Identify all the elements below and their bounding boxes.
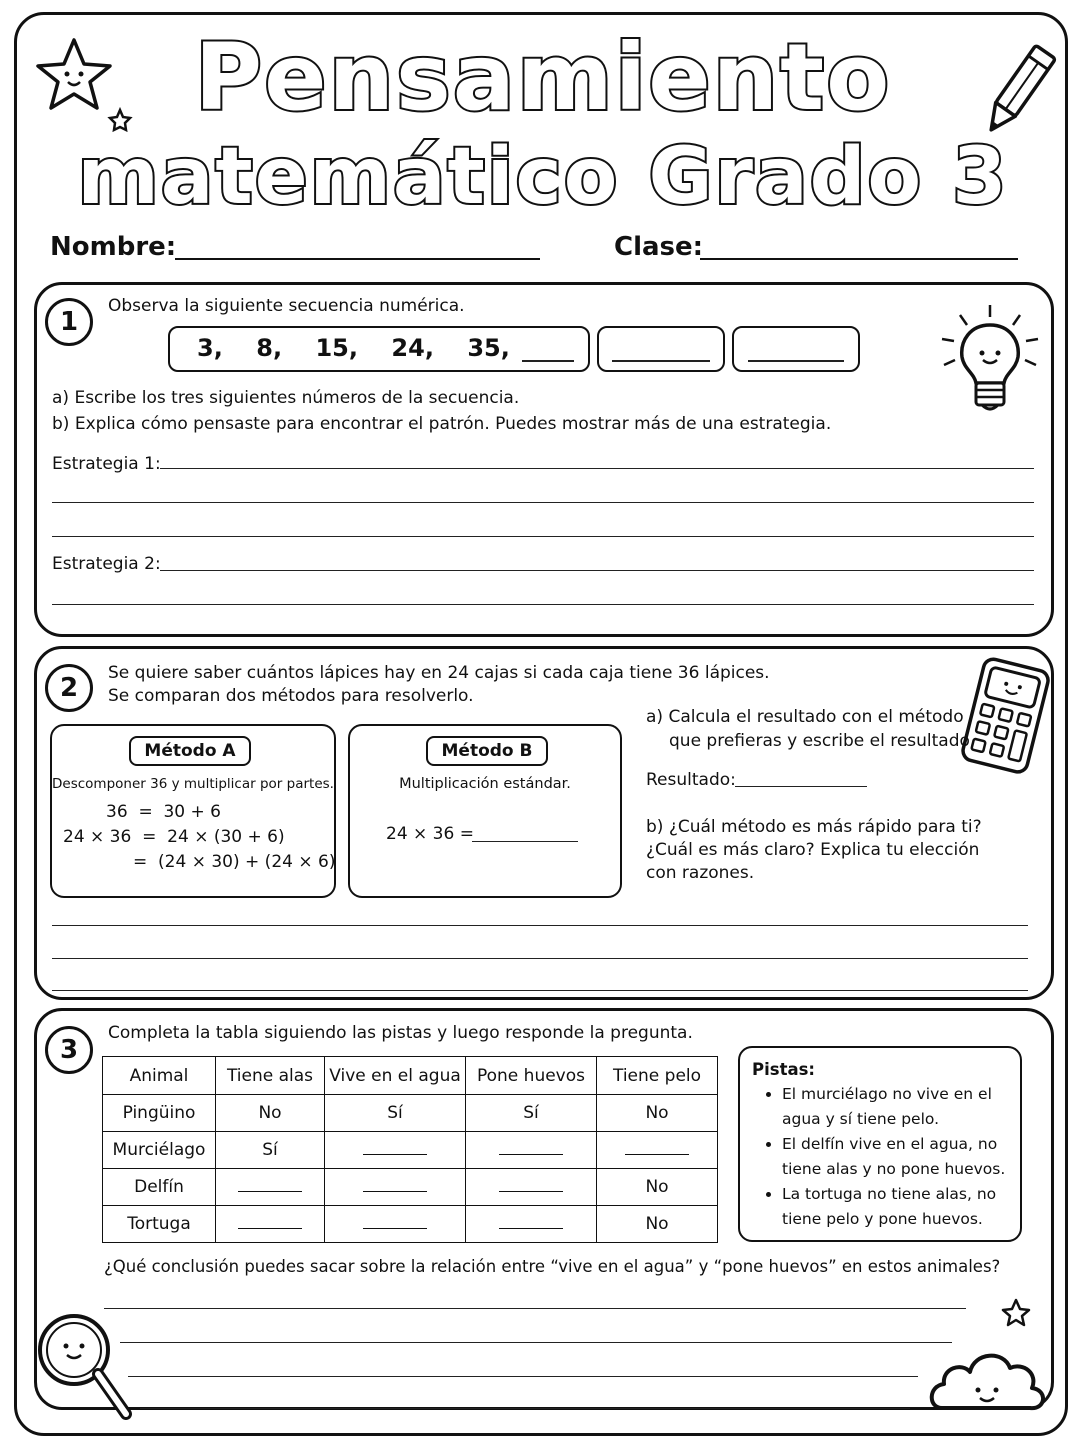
table-row	[103, 1095, 718, 1132]
hints-list	[752, 1082, 1008, 1232]
table-header: Vive en el agua	[325, 1057, 466, 1095]
animal-table	[102, 1056, 718, 1243]
section-2-prompt-line-2: Se comparan dos métodos para resolverlo.	[108, 686, 474, 706]
table-cell: Sí	[216, 1132, 325, 1169]
hint-item: • El delfín vive en el agua, no tiene alas y no pone huevos.	[782, 1132, 1008, 1182]
section-3-answer-line-4[interactable]	[140, 1408, 910, 1409]
table-row	[103, 1169, 718, 1206]
table-header: Pone huevos	[466, 1057, 597, 1095]
sequence-values: 3, 8, 15, 24, 35,	[197, 334, 510, 362]
section-2-prompt-line-1: Se quiere saber cuántos lápices hay en 24 cajas si cada caja tiene 36 lápices.	[108, 663, 770, 683]
section-1-number: 1	[45, 298, 93, 346]
method-b-answer-blank[interactable]	[472, 841, 578, 842]
method-a-line-1: 36 = 30 + 6	[106, 802, 221, 822]
table-cell: No	[597, 1206, 718, 1243]
hint-item: • La tortuga no tiene alas, no tiene pelo y pone huevos.	[782, 1182, 1008, 1232]
table-header: Animal	[103, 1057, 216, 1095]
sequence-blank-3[interactable]	[748, 360, 844, 362]
section-3-answer-line-3[interactable]	[128, 1376, 918, 1377]
section-2-part-b-line-1: b) ¿Cuál método es más rápido para ti?	[646, 817, 982, 837]
pencil-icon	[975, 38, 1060, 148]
hints-box	[738, 1046, 1022, 1242]
strategy-2-line-2[interactable]	[52, 604, 1034, 605]
strategy-1-label: Estrategia 1:	[52, 454, 161, 474]
table-header: Tiene pelo	[597, 1057, 718, 1095]
result-label: Resultado:	[646, 770, 736, 790]
result-blank[interactable]	[735, 786, 867, 787]
title-line-1: Pensamiento	[194, 24, 892, 131]
table-blank-cell[interactable]	[466, 1132, 597, 1169]
lightbulb-icon	[938, 303, 1042, 418]
strategy-2-line-1[interactable]	[160, 570, 1034, 571]
table-header: Tiene alas	[216, 1057, 325, 1095]
method-a-label: Método A	[129, 736, 251, 766]
table-cell: Delfín	[103, 1169, 216, 1206]
name-field[interactable]	[175, 258, 540, 260]
section-2-part-a-line-1: a) Calcula el resultado con el método	[646, 707, 964, 727]
table-cell: Murciélago	[103, 1132, 216, 1169]
method-b-label: Método B	[426, 736, 548, 766]
strategy-1-line-1[interactable]	[160, 468, 1034, 469]
class-label: Clase:	[614, 232, 704, 262]
table-blank-cell[interactable]	[325, 1169, 466, 1206]
table-blank-cell[interactable]	[466, 1206, 597, 1243]
section-2-number: 2	[45, 664, 93, 712]
table-cell: No	[597, 1169, 718, 1206]
section-3-answer-line-1[interactable]	[104, 1308, 966, 1309]
section-3-answer-line-2[interactable]	[120, 1342, 952, 1343]
table-cell: Tortuga	[103, 1206, 216, 1243]
section-3-number: 3	[45, 1026, 93, 1074]
method-b-description: Multiplicación estándar.	[399, 776, 571, 792]
section-2-part-b-line-2: ¿Cuál es más claro? Explica tu elección	[646, 840, 980, 860]
hint-item: • El murciélago no vive en el agua y sí tiene pelo.	[782, 1082, 1008, 1132]
table-cell: No	[216, 1095, 325, 1132]
section-2-part-b-line-3: con razones.	[646, 863, 755, 883]
name-label: Nombre:	[50, 232, 177, 262]
table-cell: No	[597, 1095, 718, 1132]
strategy-1-line-2[interactable]	[52, 502, 1034, 503]
sequence-blank-1[interactable]	[522, 360, 574, 362]
magnifying-glass-icon	[34, 1308, 134, 1426]
strategy-2-label: Estrategia 2:	[52, 554, 161, 574]
strategy-1-line-3[interactable]	[52, 536, 1034, 537]
table-row	[103, 1206, 718, 1243]
sequence-blank-2[interactable]	[612, 360, 710, 362]
section-1-part-a: a) Escribe los tres siguientes números de la secuencia.	[52, 388, 520, 408]
table-blank-cell[interactable]	[216, 1206, 325, 1243]
section-2-part-a-line-2: que prefieras y escribe el resultado.	[669, 731, 976, 751]
sequence-answer-box-3	[732, 326, 860, 372]
sequence-answer-box-2	[597, 326, 725, 372]
table-cell: Sí	[325, 1095, 466, 1132]
smiling-star-icon	[32, 36, 122, 116]
section-2-answer-line-1[interactable]	[52, 925, 1028, 926]
table-blank-cell[interactable]	[466, 1169, 597, 1206]
method-a-description: Descomponer 36 y multiplicar por partes.	[52, 776, 334, 792]
method-b-expression: 24 × 36 =	[386, 824, 474, 844]
table-row	[103, 1132, 718, 1169]
table-blank-cell[interactable]	[325, 1132, 466, 1169]
table-blank-cell[interactable]	[597, 1132, 718, 1169]
section-1-part-b: b) Explica cómo pensaste para encontrar el patrón. Puedes mostrar más de una estrategia.	[52, 414, 832, 434]
method-a-line-3: = (24 × 30) + (24 × 6)	[133, 852, 336, 872]
section-3-question: ¿Qué conclusión puedes sacar sobre la relación entre “vive en el agua” y “pone huevos” en estos animales?	[104, 1257, 1001, 1276]
calculator-icon	[962, 658, 1052, 778]
table-cell: Sí	[466, 1095, 597, 1132]
table-cell: Pingüino	[103, 1095, 216, 1132]
section-3-prompt: Completa la tabla siguiendo las pistas y luego responde la pregunta.	[108, 1023, 693, 1043]
hints-title: Pistas:	[752, 1060, 816, 1079]
section-1-prompt: Observa la siguiente secuencia numérica.	[108, 296, 465, 316]
table-blank-cell[interactable]	[216, 1169, 325, 1206]
method-a-line-2: 24 × 36 = 24 × (30 + 6)	[63, 827, 285, 847]
class-field[interactable]	[700, 258, 1018, 260]
section-2-answer-line-2[interactable]	[52, 958, 1028, 959]
table-blank-cell[interactable]	[325, 1206, 466, 1243]
section-2-answer-line-3[interactable]	[52, 990, 1028, 991]
smiling-cloud-icon	[926, 1296, 1056, 1426]
title-line-2: matemático Grado 3	[77, 132, 1009, 222]
